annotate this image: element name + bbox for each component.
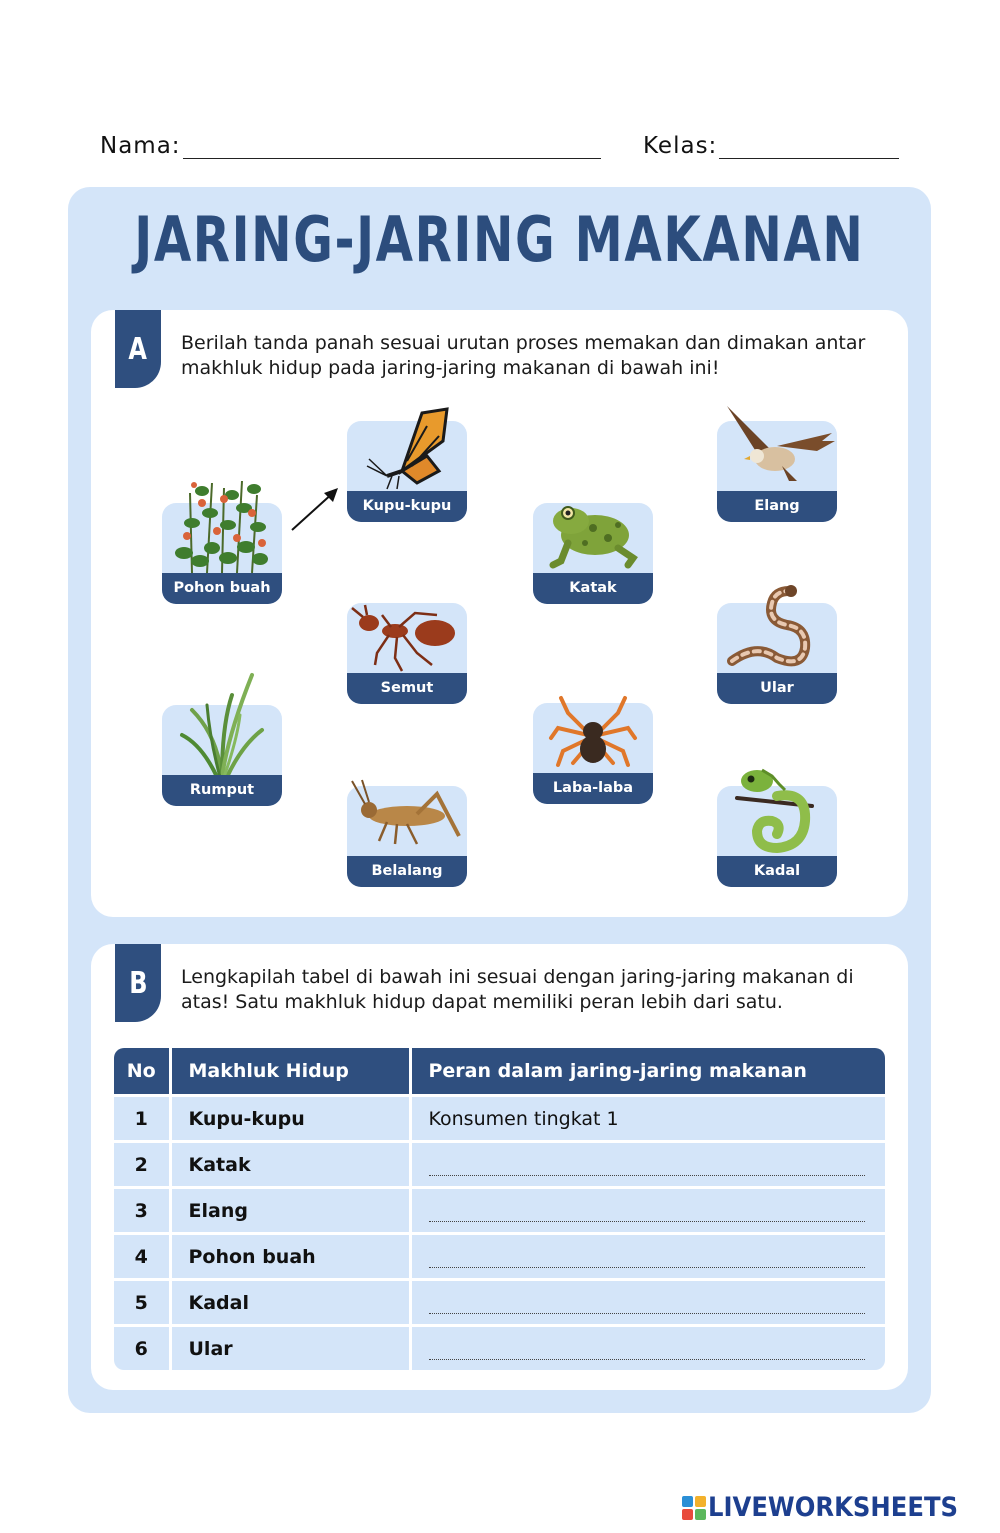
table-header-row [114, 1048, 885, 1096]
organism-label: Pohon buah [162, 573, 282, 604]
organism-elang[interactable] [717, 421, 837, 522]
organism-label: Kupu-kupu [347, 491, 467, 522]
row-number: 3 [114, 1188, 170, 1234]
organism-label: Laba-laba [533, 773, 653, 804]
ant-icon [347, 603, 467, 683]
organism-label: Belalang [347, 856, 467, 887]
row-role: Konsumen tingkat 1 [410, 1096, 885, 1142]
class-label: Kelas: [643, 133, 718, 159]
row-role-field[interactable] [410, 1280, 885, 1326]
row-organism: Pohon buah [170, 1234, 410, 1280]
table-row [114, 1096, 885, 1142]
row-number: 4 [114, 1234, 170, 1280]
organism-katak[interactable] [533, 503, 653, 604]
liveworksheets-brand[interactable] [682, 1492, 986, 1523]
class-field [643, 128, 899, 159]
row-organism: Elang [170, 1188, 410, 1234]
answer-line[interactable] [429, 1153, 865, 1176]
brand-name: LIVEWORKSHEETS [708, 1492, 959, 1523]
example-arrow-icon [288, 485, 343, 535]
row-role-field[interactable] [410, 1188, 885, 1234]
organism-label: Ular [717, 673, 837, 704]
name-label: Nama: [100, 133, 181, 159]
eagle-icon [717, 421, 837, 501]
table-row [114, 1280, 885, 1326]
section-a-instruction: Berilah tanda panah sesuai urutan proses memakan dan dimakan antar makhluk hidup pada jaring-jaring makanan di bawah ini! [181, 332, 866, 379]
organism-label: Elang [717, 491, 837, 522]
name-input-line[interactable] [183, 128, 601, 159]
organism-label: Kadal [717, 856, 837, 887]
row-role-field[interactable] [410, 1234, 885, 1280]
organism-label: Semut [347, 673, 467, 704]
table-row [114, 1326, 885, 1371]
table-row [114, 1188, 885, 1234]
organism-ular[interactable] [717, 603, 837, 704]
row-number: 5 [114, 1280, 170, 1326]
header-no: No [114, 1048, 170, 1096]
organism-laba-laba[interactable] [533, 703, 653, 804]
answer-line[interactable] [429, 1245, 865, 1268]
grass-icon [162, 705, 282, 785]
table-row [114, 1234, 885, 1280]
row-organism: Katak [170, 1142, 410, 1188]
row-number: 2 [114, 1142, 170, 1188]
organism-kupu-kupu[interactable] [347, 421, 467, 522]
organism-kadal[interactable] [717, 786, 837, 887]
row-number: 6 [114, 1326, 170, 1371]
name-field [100, 128, 601, 159]
answer-line[interactable] [429, 1337, 865, 1360]
roles-table [114, 1048, 885, 1370]
fruit-tree-icon [162, 503, 282, 583]
section-b-instruction: Lengkapilah tabel di bawah ini sesuai dengan jaring-jaring makanan di atas! Satu makhluk hidup dapat memiliki peran lebih dari satu. [181, 966, 854, 1013]
page-title: JARING-JARING MAKANAN [134, 203, 865, 276]
row-number: 1 [114, 1096, 170, 1142]
organism-label: Katak [533, 573, 653, 604]
organism-belalang[interactable] [347, 786, 467, 887]
row-role-field[interactable] [410, 1326, 885, 1371]
answer-line[interactable] [429, 1291, 865, 1314]
butterfly-icon [347, 421, 467, 501]
table-row [114, 1142, 885, 1188]
spider-icon [533, 703, 653, 783]
row-organism: Kadal [170, 1280, 410, 1326]
grasshopper-icon [347, 786, 467, 866]
row-organism: Ular [170, 1326, 410, 1371]
organism-pohon-buah[interactable] [162, 503, 282, 604]
lizard-icon [717, 786, 837, 866]
organism-rumput[interactable] [162, 705, 282, 806]
section-a-badge: A [115, 310, 161, 388]
frog-icon [533, 503, 653, 583]
liveworksheets-logo-icon [682, 1496, 706, 1520]
header-role: Peran dalam jaring-jaring makanan [410, 1048, 885, 1096]
organism-label: Rumput [162, 775, 282, 806]
class-input-line[interactable] [719, 128, 899, 159]
row-role-field[interactable] [410, 1142, 885, 1188]
organism-semut[interactable] [347, 603, 467, 704]
answer-line[interactable] [429, 1199, 865, 1222]
snake-icon [717, 603, 837, 683]
section-b-badge: B [115, 944, 161, 1022]
row-organism: Kupu-kupu [170, 1096, 410, 1142]
header-organism: Makhluk Hidup [170, 1048, 410, 1096]
